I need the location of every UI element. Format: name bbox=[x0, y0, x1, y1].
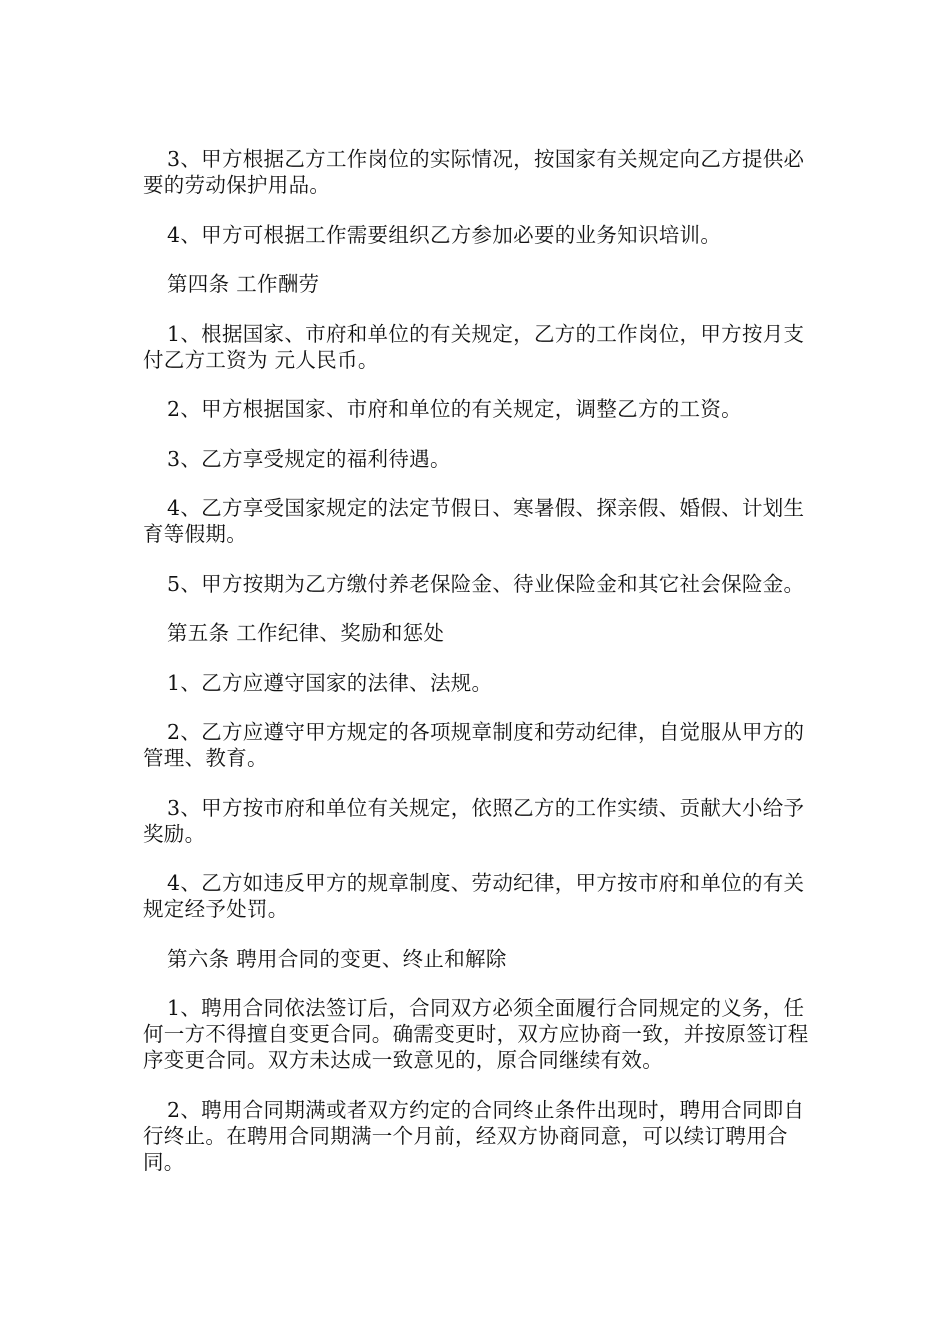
paragraph-welfare: 3、乙方享受规定的福利待遇。 bbox=[167, 446, 451, 471]
paragraph-rewards: 3、甲方按市府和单位有关规定，依照乙方的工作实绩、贡献大小给予奖励。 bbox=[143, 795, 805, 846]
article-5-heading: 第五条 工作纪律、奖励和惩处 bbox=[167, 621, 445, 645]
paragraph-contract-termination: 2、聘用合同期满或者双方约定的合同终止条件出现时，聘用合同即自行终止。在聘用合同期满一个月前，经双方协商同意，可以续订聘用合同。 bbox=[143, 1097, 805, 1174]
paragraph-contract-change: 1、聘用合同依法签订后，合同双方必须全面履行合同规定的义务，任何一方不得擅自变更合同。确需变更时，双方应协商一致，并按原签订程序变更合同。双方未达成一致意见的，原合同继续有效。 bbox=[143, 996, 809, 1072]
paragraph-insurance: 5、甲方按期为乙方缴付养老保险金、待业保险金和其它社会保险金。 bbox=[167, 571, 805, 596]
paragraph-salary-adjust: 2、甲方根据国家、市府和单位的有关规定，调整乙方的工资。 bbox=[167, 397, 742, 421]
paragraph-item-3-protection: 3、甲方根据乙方工作岗位的实际情况，按国家有关规定向乙方提供必要的劳动保护用品。 bbox=[143, 147, 805, 197]
article-4-heading: 第四条 工作酬劳 bbox=[167, 272, 320, 296]
document-body bbox=[143, 146, 809, 1198]
paragraph-salary: 1、根据国家、市府和单位的有关规定，乙方的工作岗位，甲方按月支付乙方工资为 元人民币。 bbox=[143, 321, 805, 372]
paragraph-obey-rules: 2、乙方应遵守甲方规定的各项规章制度和劳动纪律，自觉服从甲方的管理、教育。 bbox=[143, 720, 805, 770]
paragraph-penalties: 4、乙方如违反甲方的规章制度、劳动纪律，甲方按市府和单位的有关规定经予处罚。 bbox=[143, 871, 805, 921]
paragraph-item-4-training: 4、甲方可根据工作需要组织乙方参加必要的业务知识培训。 bbox=[167, 222, 722, 247]
paragraph-obey-law: 1、乙方应遵守国家的法律、法规。 bbox=[167, 670, 493, 695]
paragraph-holidays: 4、乙方享受国家规定的法定节假日、寒暑假、探亲假、婚假、计划生育等假期。 bbox=[143, 496, 805, 546]
article-6-heading: 第六条 聘用合同的变更、终止和解除 bbox=[167, 946, 507, 971]
